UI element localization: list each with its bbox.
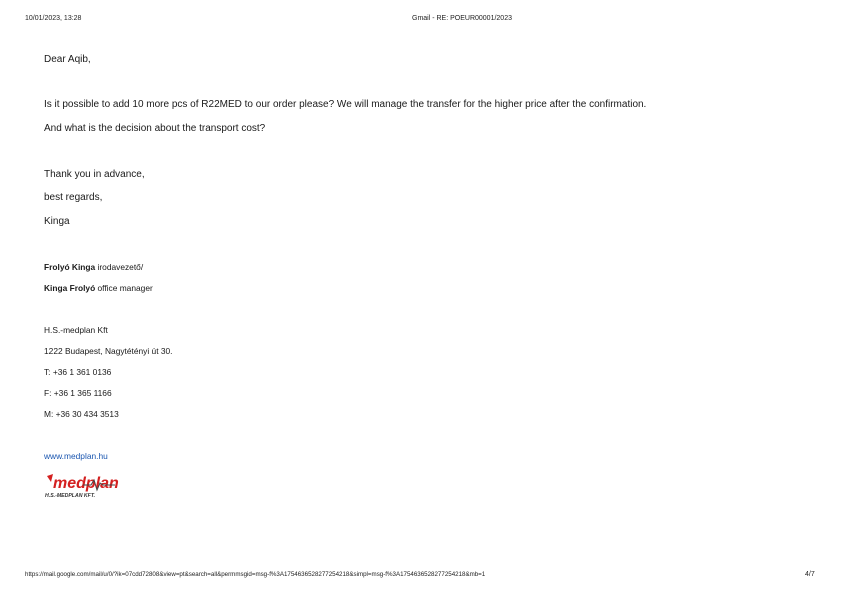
email-closing-1: Thank you in advance, [44, 169, 145, 180]
signature-website-link[interactable]: www.medplan.hu [44, 451, 108, 461]
signature-title-en: office manager [97, 283, 153, 293]
email-paragraph-2: And what is the decision about the transport cost? [44, 123, 266, 134]
signature-line-hungarian [44, 262, 143, 272]
signature-company: H.S.-medplan Kft [44, 325, 108, 335]
signature-mobile: M: +36 30 434 3513 [44, 409, 119, 419]
logo-subtext: H.S.-MEDPLAN KFT. [45, 493, 96, 499]
signature-fax: F: +36 1 365 1166 [44, 388, 112, 398]
signature-name-hu: Frolyó Kinga [44, 262, 96, 272]
signature-title-hu: irodavezető/ [97, 262, 144, 272]
logo-wordmark: medplan [53, 475, 119, 492]
signature-line-english [44, 283, 153, 293]
email-greeting: Dear Aqib, [44, 54, 91, 65]
medplan-logo [43, 472, 125, 500]
print-title: Gmail - RE: POEUR00001/2023 [412, 15, 512, 22]
signature-name-en: Kinga Frolyó [44, 283, 96, 293]
print-footer-url: https://mail.google.com/mail/u/0/?ik=07cdd72808&view=pt&search=all&permmsgid=msg-f%3A1754636528277254218&simpl=msg-f%3A1754636528277254218&mb=1 [25, 571, 486, 578]
email-closing-2: best regards, [44, 192, 103, 203]
email-sender-name: Kinga [44, 216, 70, 227]
print-datetime: 10/01/2023, 13:28 [25, 15, 82, 22]
email-paragraph-1: Is it possible to add 10 more pcs of R22MED to our order please? We will manage the transfer for the higher price after the confirmation. [44, 99, 647, 110]
signature-address: 1222 Budapest, Nagytétényi út 30. [44, 346, 173, 356]
print-page-number: 4/7 [805, 571, 815, 578]
signature-phone: T: +36 1 361 0136 [44, 367, 112, 377]
